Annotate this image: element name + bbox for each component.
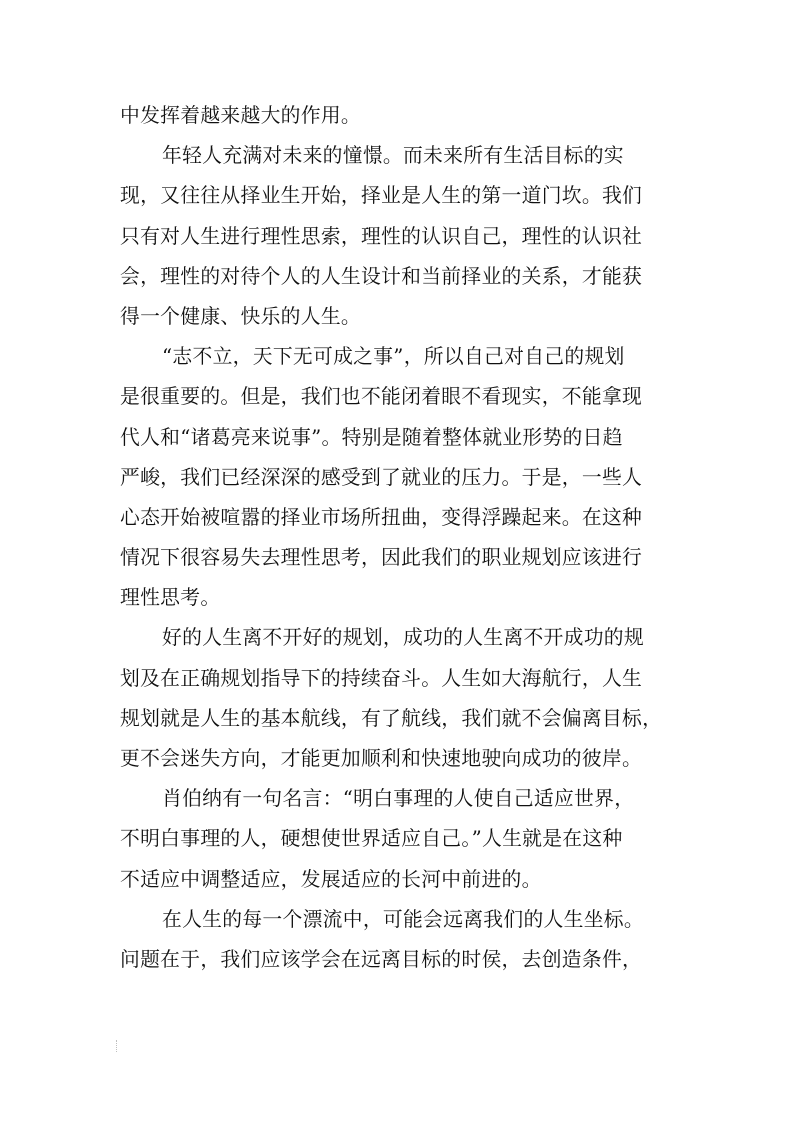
text-line: 会，理性的对待个人的人生设计和当前择业的关系，才能获	[120, 264, 643, 288]
text-line: 更不会迷失方向，才能更加顺利和快速地驶向成功的彼岸。	[120, 747, 643, 770]
text-line: “志不立，天下无可成之事”，所以自己对自己的规划	[162, 345, 625, 369]
text-line: 情况下很容易失去理性思考，因此我们的职业规划应该进行	[120, 546, 643, 570]
text-line: 不适应中调整适应，发展适应的长河中前进的。	[120, 867, 542, 891]
text-line: 好的人生离不开好的规划，成功的人生离不开成功的规	[162, 626, 644, 650]
text-line: 理性思考。	[120, 586, 221, 610]
margin-mark	[116, 1040, 119, 1052]
text-line: 得一个健康、快乐的人生。	[120, 304, 361, 328]
text-line: 代人和“诸葛亮来说事”。特别是随着整体就业形势的日趋	[120, 425, 623, 449]
text-line: 只有对人生进行理性思索，理性的认识自己，理性的认识社	[120, 224, 643, 248]
text-line: 不明白事理的人，硬想使世界适应自己。”人生就是在这种	[120, 827, 623, 851]
text-line: 年轻人充满对未来的憧憬。而未来所有生活目标的实	[162, 144, 624, 168]
text-line: 问题在于，我们应该学会在远离目标的时侯，去创造条件，	[120, 947, 643, 971]
body-text	[120, 96, 676, 980]
text-line: 是很重要的。但是，我们也不能闭着眼不看现实，不能拿现	[120, 385, 643, 409]
text-line: 划及在正确规划指导下的持续奋斗。人生如大海航行，人生	[120, 666, 643, 690]
text-line: 在人生的每一个漂流中，可能会远离我们的人生坐标。	[162, 907, 644, 931]
text-line: 现，又往往从择业生开始，择业是人生的第一道门坎。我们	[120, 184, 643, 208]
text-line: 中发挥着越来越大的作用。	[120, 104, 361, 127]
text-line: 心态开始被喧嚣的择业市场所扭曲，变得浮躁起来。在这种	[120, 505, 643, 529]
text-line: 规划就是人生的基本航线，有了航线，我们就不会偏离目标，	[120, 706, 663, 730]
text-line: 严峻，我们已经深深的感受到了就业的压力。于是，一些人	[120, 465, 643, 489]
text-line: 肖伯纳有一句名言：“明白事理的人使自己适应世界，	[162, 787, 635, 811]
